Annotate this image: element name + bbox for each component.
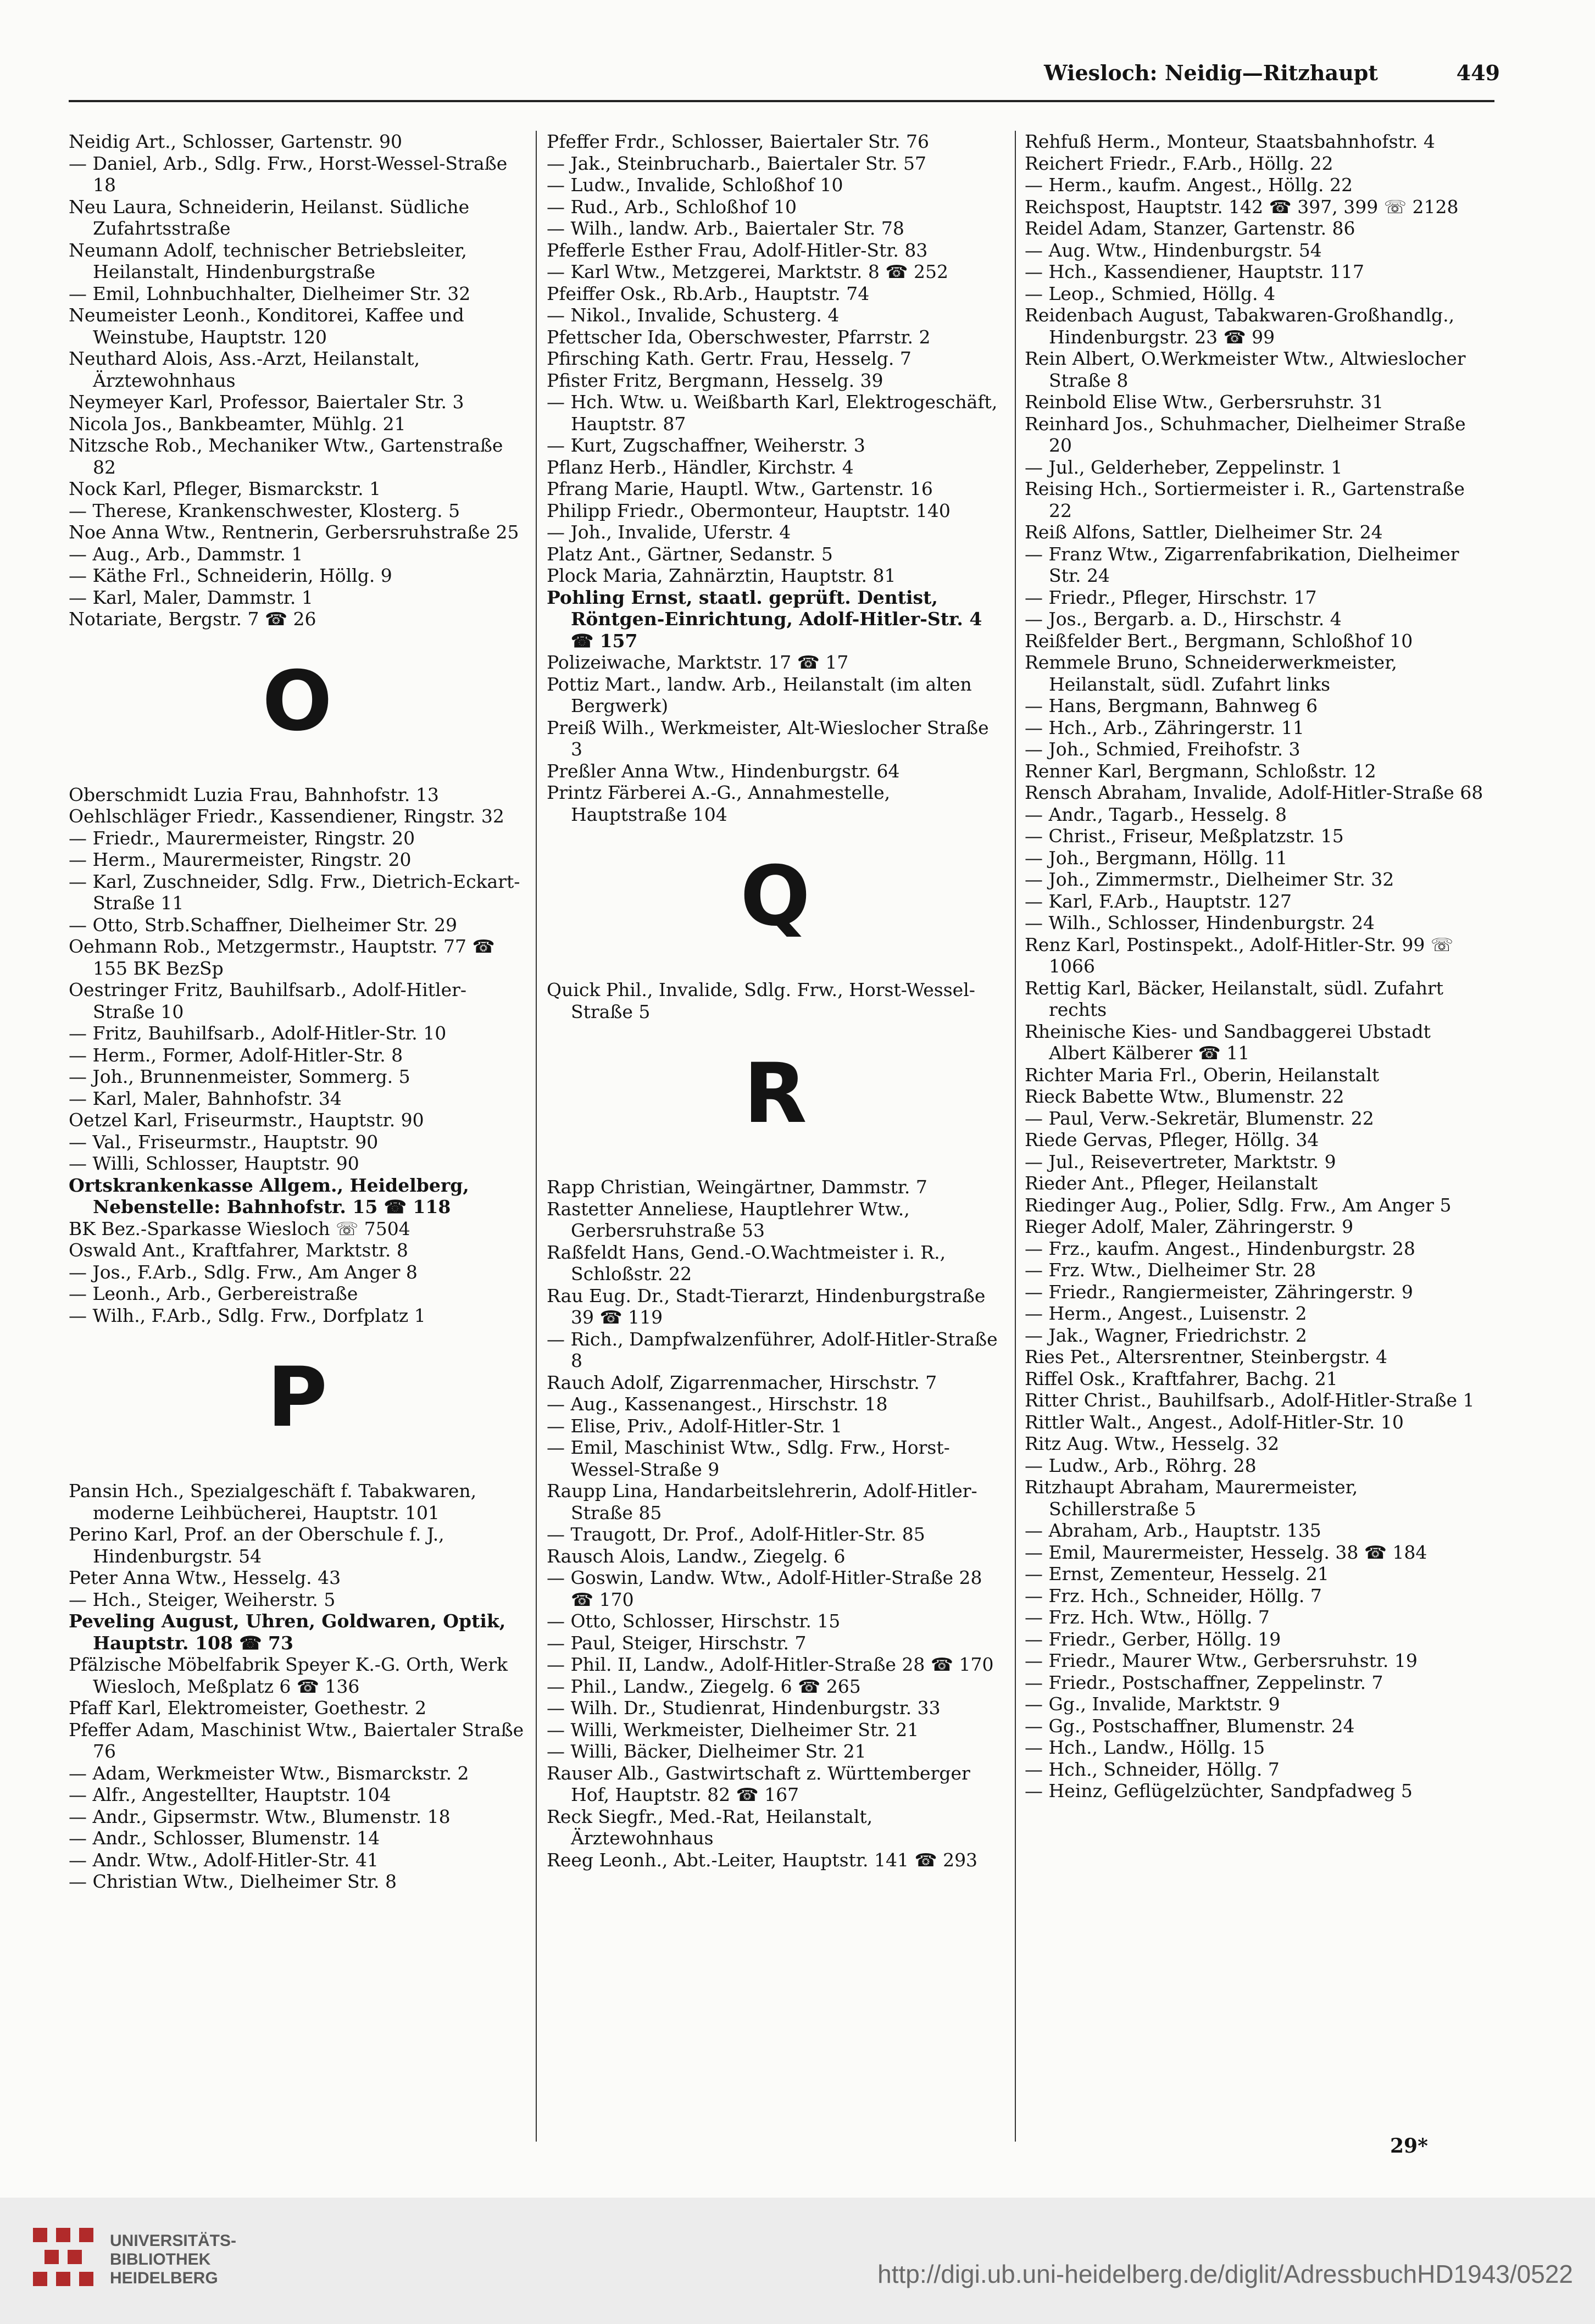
directory-entry: Renner Karl, Bergmann, Schloßstr. 12 — [1025, 760, 1376, 782]
directory-entry: — Andr. Wtw., Adolf-Hitler-Str. 41 — [69, 1849, 379, 1871]
directory-entry: — Joh., Brunnenmeister, Sommerg. 5 — [69, 1066, 410, 1087]
directory-entry: Rausch Alois, Landw., Ziegelg. 6 — [547, 1545, 846, 1567]
directory-entry: Ritzhaupt Abraham, Maurermeister, Schillerstraße 5 — [1025, 1476, 1358, 1520]
directory-entry: Pfälzische Möbelfabrik Speyer K.-G. Orth, Werk Wiesloch, Meßplatz 6 ☎ 136 — [69, 1654, 508, 1697]
directory-entry: Rieger Adolf, Maler, Zähringerstr. 9 — [1025, 1216, 1354, 1237]
column-2 — [547, 131, 1004, 1871]
directory-entry: Pfaff Karl, Elektromeister, Goethestr. 2 — [69, 1697, 427, 1719]
directory-entry: Ortskrankenkasse Allgem., Heidelberg, Nebenstelle: Bahnhofstr. 15 ☎ 118 — [69, 1174, 469, 1217]
directory-entry: — Daniel, Arb., Sdlg. Frw., Horst-Wessel-Straße 18 — [69, 152, 508, 196]
column-3 — [1025, 131, 1487, 1802]
directory-entry: — Hch. Wtw. u. Weißbarth Karl, Elektrogeschäft, Hauptstr. 87 — [547, 391, 998, 435]
directory-entry: Raßfeldt Hans, Gend.-O.Wachtmeister i. R., Schloßstr. 22 — [547, 1241, 946, 1285]
column-1 — [69, 131, 526, 1893]
directory-entry: Rensch Abraham, Invalide, Adolf-Hitler-Straße 68 — [1025, 782, 1483, 803]
directory-entry: — Willi, Bäcker, Dielheimer Str. 21 — [547, 1741, 866, 1762]
directory-entry: Pfirsching Kath. Gertr. Frau, Hesselg. 7 — [547, 348, 912, 369]
source-url-link[interactable]: http://digi.ub.uni-heidelberg.de/diglit/AdressbuchHD1943/0522 — [877, 2260, 1573, 2288]
directory-entry: — Christian Wtw., Dielheimer Str. 8 — [69, 1871, 397, 1892]
directory-entry: — Frz. Hch., Schneider, Höllg. 7 — [1025, 1584, 1322, 1606]
directory-entry: Raupp Lina, Handarbeitslehrerin, Adolf-Hitler-Straße 85 — [547, 1480, 977, 1524]
directory-entry: — Herm., Former, Adolf-Hitler-Str. 8 — [69, 1044, 403, 1066]
directory-entry: Rieder Ant., Pfleger, Heilanstalt — [1025, 1172, 1318, 1194]
directory-entry: Nock Karl, Pfleger, Bismarckstr. 1 — [69, 478, 381, 499]
directory-entry: Neidig Art., Schlosser, Gartenstr. 90 — [69, 131, 403, 152]
directory-entry: Pfefferle Esther Frau, Adolf-Hitler-Str. 83 — [547, 239, 928, 261]
directory-entry: — Karl, Maler, Dammstr. 1 — [69, 586, 313, 608]
directory-entry: Reißfelder Bert., Bergmann, Schloßhof 10 — [1025, 630, 1413, 652]
directory-entry: — Hch., Arb., Zähringerstr. 11 — [1025, 716, 1304, 738]
directory-entry: Reichert Friedr., F.Arb., Höllg. 22 — [1025, 152, 1333, 174]
directory-entry: — Ludw., Arb., Röhrg. 28 — [1025, 1454, 1257, 1476]
directory-entry: — Rud., Arb., Schloßhof 10 — [547, 196, 797, 218]
directory-entry: — Paul, Steiger, Hirschstr. 7 — [547, 1632, 807, 1654]
directory-entry: Pohling Ernst, staatl. geprüft. Dentist, Röntgen-Einrichtung, Adolf-Hitler-Str. 4 ☎ 157 — [547, 586, 982, 652]
directory-entry: Oswald Ant., Kraftfahrer, Marktstr. 8 — [69, 1239, 408, 1261]
directory-entry: Reidel Adam, Stanzer, Gartenstr. 86 — [1025, 218, 1355, 239]
directory-entry: — Friedr., Maurermeister, Ringstr. 20 — [69, 827, 415, 849]
directory-entry: Pansin Hch., Spezialgeschäft f. Tabakwaren, moderne Leihbücherei, Hauptstr. 101 — [69, 1480, 477, 1524]
page-header — [1044, 60, 1500, 93]
directory-entry: — Adam, Werkmeister Wtw., Bismarckstr. 2 — [69, 1762, 469, 1784]
directory-entry: Pfister Fritz, Bergmann, Hesselg. 39 — [547, 369, 883, 391]
directory-entry: — Käthe Frl., Schneiderin, Höllg. 9 — [69, 565, 392, 586]
directory-entry: Oberschmidt Luzia Frau, Bahnhofstr. 13 — [69, 783, 439, 805]
directory-entry: Pottiz Mart., landw. Arb., Heilanstalt (im alten Bergwerk) — [547, 673, 972, 716]
directory-entry: Perino Karl, Prof. an der Oberschule f. J., Hindenburgstr. 54 — [69, 1524, 444, 1567]
directory-entry: — Aug. Wtw., Hindenburgstr. 54 — [1025, 239, 1322, 261]
directory-entry: Philipp Friedr., Obermonteur, Hauptstr. 140 — [547, 499, 951, 521]
directory-entry: — Ernst, Zementeur, Hesselg. 21 — [1025, 1563, 1329, 1584]
directory-entry: BK Bez.-Sparkasse Wiesloch ☏ 7504 — [69, 1217, 410, 1239]
directory-entry: — Hch., Kassendiener, Hauptstr. 117 — [1025, 261, 1364, 282]
directory-entry: — Otto, Strb.Schaffner, Dielheimer Str. 29 — [69, 914, 458, 936]
directory-entry: Nicola Jos., Bankbeamter, Mühlg. 21 — [69, 413, 406, 435]
directory-entry: Reichspost, Hauptstr. 142 ☎ 397, 399 ☏ 2128 — [1025, 196, 1459, 218]
directory-entry: Nitzsche Rob., Mechaniker Wtw., Gartenstraße 82 — [69, 435, 503, 478]
directory-entry: — Emil, Lohnbuchhalter, Dielheimer Str. 32 — [69, 282, 471, 304]
directory-entry: — Friedr., Rangiermeister, Zähringerstr. 9 — [1025, 1281, 1413, 1303]
directory-entry: — Joh., Invalide, Uferstr. 4 — [547, 521, 791, 543]
directory-entry: — Gg., Postschaffner, Blumenstr. 24 — [1025, 1715, 1355, 1737]
directory-entry: — Friedr., Maurer Wtw., Gerbersruhstr. 19 — [1025, 1650, 1418, 1671]
directory-entry: — Willi, Werkmeister, Dielheimer Str. 21 — [547, 1719, 919, 1741]
directory-entry: — Willi, Schlosser, Hauptstr. 90 — [69, 1153, 359, 1174]
directory-entry: — Wilh., F.Arb., Sdlg. Frw., Dorfplatz 1 — [69, 1304, 426, 1326]
directory-entry: Neuthard Alois, Ass.-Arzt, Heilanstalt, Ärztewohnhaus — [69, 348, 420, 391]
directory-entry: — Wilh., Schlosser, Hindenburgstr. 24 — [1025, 912, 1375, 933]
directory-entry: Richter Maria Frl., Oberin, Heilanstalt — [1025, 1064, 1380, 1086]
directory-entry: Plock Maria, Zahnärztin, Hauptstr. 81 — [547, 565, 896, 586]
directory-entry: — Jak., Wagner, Friedrichstr. 2 — [1025, 1324, 1307, 1346]
directory-entry: — Jos., F.Arb., Sdlg. Frw., Am Anger 8 — [69, 1261, 418, 1283]
directory-entry: Rapp Christian, Weingärtner, Dammstr. 7 — [547, 1176, 927, 1198]
directory-entry: Reiß Alfons, Sattler, Dielheimer Str. 24 — [1025, 521, 1383, 543]
directory-entry: — Leop., Schmied, Höllg. 4 — [1025, 282, 1276, 304]
directory-entry: Preßler Anna Wtw., Hindenburgstr. 64 — [547, 760, 900, 782]
directory-entry: Neu Laura, Schneiderin, Heilanst. Südliche Zufahrtsstraße — [69, 196, 470, 239]
directory-entry: — Andr., Tagarb., Hesselg. 8 — [1025, 803, 1287, 825]
directory-entry: — Friedr., Gerber, Höllg. 19 — [1025, 1628, 1281, 1650]
directory-entry: Notariate, Bergstr. 7 ☎ 26 — [69, 608, 316, 630]
directory-entry: Neumann Adolf, technischer Betriebsleiter, Heilanstalt, Hindenburgstraße — [69, 239, 467, 282]
directory-entry: — Therese, Krankenschwester, Klosterg. 5 — [69, 499, 460, 521]
directory-entry: — Hans, Bergmann, Bahnweg 6 — [1025, 695, 1318, 716]
section-letter: P — [267, 1350, 327, 1445]
library-name-line: HEIDELBERG — [110, 2269, 218, 2287]
section-letter: R — [743, 1046, 807, 1142]
directory-entry: Pfeffer Adam, Maschinist Wtw., Baiertaler Straße 76 — [69, 1719, 524, 1762]
directory-entry: — Hch., Steiger, Weiherstr. 5 — [69, 1588, 336, 1610]
directory-entry: — Karl, F.Arb., Hauptstr. 127 — [1025, 890, 1292, 912]
section-letter: Q — [740, 849, 810, 944]
directory-entry: Reeg Leonh., Abt.-Leiter, Hauptstr. 141 ☎ 293 — [547, 1849, 978, 1871]
directory-entry: — Franz Wtw., Zigarrenfabrikation, Dielheimer Str. 24 — [1025, 543, 1459, 586]
directory-entry: Neymeyer Karl, Professor, Baiertaler Str. 3 — [69, 391, 464, 413]
directory-entry: Ries Pet., Altersrentner, Steinbergstr. 4 — [1025, 1346, 1388, 1367]
running-title: Wiesloch: Neidig—Ritzhaupt — [1044, 60, 1378, 85]
directory-entry: — Jul., Gelderheber, Zeppelinstr. 1 — [1025, 456, 1343, 478]
directory-entry: — Frz. Wtw., Dielheimer Str. 28 — [1025, 1259, 1316, 1281]
directory-entry: — Paul, Verw.-Sekretär, Blumenstr. 22 — [1025, 1107, 1374, 1129]
directory-entry: — Herm., kaufm. Angest., Höllg. 22 — [1025, 174, 1353, 196]
directory-entry: Rittler Walt., Angest., Adolf-Hitler-Str. 10 — [1025, 1411, 1404, 1433]
directory-entry: Remmele Bruno, Schneiderwerkmeister, Heilanstalt, südl. Zufahrt links — [1025, 652, 1397, 695]
library-name-line: UNIVERSITÄTS- — [110, 2232, 237, 2250]
directory-entry: — Jak., Steinbrucharb., Baiertaler Str. 57 — [547, 152, 927, 174]
directory-entry: — Traugott, Dr. Prof., Adolf-Hitler-Str. 85 — [547, 1524, 925, 1545]
directory-entry: Printz Färberei A.-G., Annahmestelle, Hauptstraße 104 — [547, 782, 891, 825]
directory-entry: — Aug., Arb., Dammstr. 1 — [69, 543, 303, 565]
directory-entry: — Friedr., Pfleger, Hirschstr. 17 — [1025, 586, 1317, 608]
directory-entry: — Christ., Friseur, Meßplatzstr. 15 — [1025, 825, 1344, 847]
directory-entry: — Karl, Zuschneider, Sdlg. Frw., Dietrich-Eckart-Straße 11 — [69, 870, 520, 914]
directory-entry: — Friedr., Postschaffner, Zeppelinstr. 7 — [1025, 1671, 1383, 1693]
directory-entry: — Rich., Dampfwalzenführer, Adolf-Hitler-Straße 8 — [547, 1328, 998, 1371]
directory-entry: Peter Anna Wtw., Hesselg. 43 — [69, 1567, 341, 1588]
directory-entry: — Joh., Bergmann, Höllg. 11 — [1025, 847, 1288, 869]
column-divider-2 — [1015, 131, 1016, 2142]
signature-mark: 29* — [1390, 2134, 1428, 2158]
directory-entry: — Andr., Gipsermstr. Wtw., Blumenstr. 18 — [69, 1805, 451, 1827]
directory-entry: — Frz., kaufm. Angest., Hindenburgstr. 28 — [1025, 1237, 1415, 1259]
directory-entry: Reinbold Elise Wtw., Gerbersruhstr. 31 — [1025, 391, 1384, 413]
directory-entry: — Phil., Landw., Ziegelg. 6 ☎ 265 — [547, 1675, 861, 1697]
directory-entry: Pfettscher Ida, Oberschwester, Pfarrstr. 2 — [547, 326, 931, 348]
directory-entry: — Otto, Schlosser, Hirschstr. 15 — [547, 1610, 841, 1632]
directory-entry: Riedinger Aug., Polier, Sdlg. Frw., Am Anger 5 — [1025, 1194, 1452, 1216]
directory-entry: Reising Hch., Sortiermeister i. R., Gartenstraße 22 — [1025, 478, 1465, 521]
directory-entry: Ritter Christ., Bauhilfsarb., Adolf-Hitler-Straße 1 — [1025, 1389, 1475, 1411]
directory-entry: Rettig Karl, Bäcker, Heilanstalt, südl. Zufahrt rechts — [1025, 977, 1443, 1020]
directory-entry: — Ludw., Invalide, Schloßhof 10 — [547, 174, 843, 196]
directory-entry: — Fritz, Bauhilfsarb., Adolf-Hitler-Str. 10 — [69, 1022, 447, 1044]
directory-entry: — Goswin, Landw. Wtw., Adolf-Hitler-Straße 28 ☎ 170 — [547, 1567, 982, 1610]
directory-entry: Rauser Alb., Gastwirtschaft z. Württemberger Hof, Hauptstr. 82 ☎ 167 — [547, 1762, 970, 1805]
directory-entry: Reck Siegfr., Med.-Rat, Heilanstalt, Ärztewohnhaus — [547, 1805, 873, 1849]
directory-entry: Preiß Wilh., Werkmeister, Alt-Wieslocher Straße 3 — [547, 716, 989, 760]
library-name-line: BIBLIOTHEK — [110, 2250, 211, 2269]
directory-entry: — Emil, Maurermeister, Hesselg. 38 ☎ 184 — [1025, 1541, 1427, 1563]
directory-entry: Pfeffer Frdr., Schlosser, Baiertaler Str. 76 — [547, 131, 929, 152]
directory-entry: — Jul., Reisevertreter, Marktstr. 9 — [1025, 1150, 1336, 1172]
library-footer-bar — [0, 2198, 1595, 2324]
directory-entry: Riffel Osk., Kraftfahrer, Bachg. 21 — [1025, 1367, 1338, 1389]
directory-entry: — Jos., Bergarb. a. D., Hirschstr. 4 — [1025, 608, 1342, 630]
directory-entry: Rehfuß Herm., Monteur, Staatsbahnhofstr. 4 — [1025, 131, 1435, 152]
directory-entry: — Aug., Kassenangest., Hirschstr. 18 — [547, 1393, 888, 1415]
directory-entry: — Herm., Angest., Luisenstr. 2 — [1025, 1303, 1307, 1324]
directory-entry: Rieck Babette Wtw., Blumenstr. 22 — [1025, 1086, 1344, 1107]
directory-entry: Platz Ant., Gärtner, Sedanstr. 5 — [547, 543, 833, 565]
directory-entry: — Gg., Invalide, Marktstr. 9 — [1025, 1693, 1280, 1715]
directory-entry: — Val., Friseurmstr., Hauptstr. 90 — [69, 1131, 379, 1153]
directory-entry: — Hch., Landw., Höllg. 15 — [1025, 1737, 1265, 1758]
directory-entry: — Kurt, Zugschaffner, Weiherstr. 3 — [547, 435, 865, 456]
directory-entry: Pfrang Marie, Hauptl. Wtw., Gartenstr. 16 — [547, 478, 933, 499]
directory-entry: Neumeister Leonh., Konditorei, Kaffee und Weinstube, Hauptstr. 120 — [69, 304, 464, 348]
directory-entry: — Herm., Maurermeister, Ringstr. 20 — [69, 849, 412, 870]
directory-entry: — Emil, Maschinist Wtw., Sdlg. Frw., Horst-Wessel-Straße 9 — [547, 1437, 950, 1480]
directory-entry: — Leonh., Arb., Gerbereistraße — [69, 1283, 358, 1304]
column-divider-1 — [536, 131, 537, 2142]
directory-entry: Oestringer Fritz, Bauhilfsarb., Adolf-Hitler-Straße 10 — [69, 979, 467, 1022]
directory-entry: — Alfr., Angestellter, Hauptstr. 104 — [69, 1784, 391, 1805]
directory-entry: — Wilh. Dr., Studienrat, Hindenburgstr. 33 — [547, 1697, 941, 1719]
directory-entry: Riede Gervas, Pfleger, Höllg. 34 — [1025, 1129, 1319, 1150]
directory-entry: — Frz. Hch. Wtw., Höllg. 7 — [1025, 1606, 1270, 1628]
directory-entry: Quick Phil., Invalide, Sdlg. Frw., Horst-Wessel-Straße 5 — [547, 979, 975, 1022]
directory-entry: Rheinische Kies- und Sandbaggerei Ubstadt Albert Kälberer ☎ 11 — [1025, 1020, 1431, 1064]
directory-entry: Renz Karl, Postinspekt., Adolf-Hitler-Str. 99 ☏ 1066 — [1025, 933, 1454, 977]
directory-entry: — Nikol., Invalide, Schusterg. 4 — [547, 304, 840, 326]
directory-entry: — Joh., Zimmermstr., Dielheimer Str. 32 — [1025, 869, 1394, 890]
section-letter: O — [262, 653, 332, 749]
directory-entry: Polizeiwache, Marktstr. 17 ☎ 17 — [547, 652, 849, 673]
directory-entry: Oehmann Rob., Metzgermstr., Hauptstr. 77 ☎ 155 BK BezSp — [69, 936, 495, 979]
directory-entry: Peveling August, Uhren, Goldwaren, Optik, Hauptstr. 108 ☎ 73 — [69, 1610, 506, 1654]
directory-entry: Reidenbach August, Tabakwaren-Großhandlg., Hindenburgstr. 23 ☎ 99 — [1025, 304, 1455, 348]
library-name — [110, 2232, 236, 2288]
directory-entry: Oehlschläger Friedr., Kassendiener, Ringstr. 32 — [69, 805, 504, 827]
directory-entry: Pfeiffer Osk., Rb.Arb., Hauptstr. 74 — [547, 282, 870, 304]
directory-entry: — Andr., Schlosser, Blumenstr. 14 — [69, 1827, 380, 1849]
directory-entry: Rein Albert, O.Werkmeister Wtw., Altwieslocher Straße 8 — [1025, 348, 1466, 391]
directory-entry: — Wilh., landw. Arb., Baiertaler Str. 78 — [547, 218, 904, 239]
directory-entry: Rastetter Anneliese, Hauptlehrer Wtw., Gerbersruhstraße 53 — [547, 1198, 910, 1241]
directory-entry: Rauch Adolf, Zigarrenmacher, Hirschstr. 7 — [547, 1371, 937, 1393]
directory-entry: Pflanz Herb., Händler, Kirchstr. 4 — [547, 456, 854, 478]
page-number: 449 — [1456, 60, 1500, 85]
header-rule — [69, 100, 1494, 102]
directory-entry: Rau Eug. Dr., Stadt-Tierarzt, Hindenburgstraße 39 ☎ 119 — [547, 1285, 986, 1328]
directory-entry: Ritz Aug. Wtw., Hesselg. 32 — [1025, 1433, 1280, 1454]
directory-entry: — Karl, Maler, Bahnhofstr. 34 — [69, 1087, 342, 1109]
directory-entry: — Phil. II, Landw., Adolf-Hitler-Straße 28 ☎ 170 — [547, 1654, 994, 1675]
directory-entry: — Heinz, Geflügelzüchter, Sandpfadweg 5 — [1025, 1780, 1413, 1802]
directory-entry: — Karl Wtw., Metzgerei, Marktstr. 8 ☎ 252 — [547, 261, 948, 282]
directory-entry: — Abraham, Arb., Hauptstr. 135 — [1025, 1520, 1321, 1541]
directory-entry: — Elise, Priv., Adolf-Hitler-Str. 1 — [547, 1415, 843, 1437]
directory-entry: Noe Anna Wtw., Rentnerin, Gerbersruhstraße 25 — [69, 521, 519, 543]
university-logo-icon — [33, 2228, 93, 2294]
directory-entry: Oetzel Karl, Friseurmstr., Hauptstr. 90 — [69, 1109, 424, 1131]
directory-entry: Reinhard Jos., Schuhmacher, Dielheimer Straße 20 — [1025, 413, 1466, 456]
directory-entry: — Joh., Schmied, Freihofstr. 3 — [1025, 738, 1301, 760]
directory-entry: — Hch., Schneider, Höllg. 7 — [1025, 1758, 1280, 1780]
